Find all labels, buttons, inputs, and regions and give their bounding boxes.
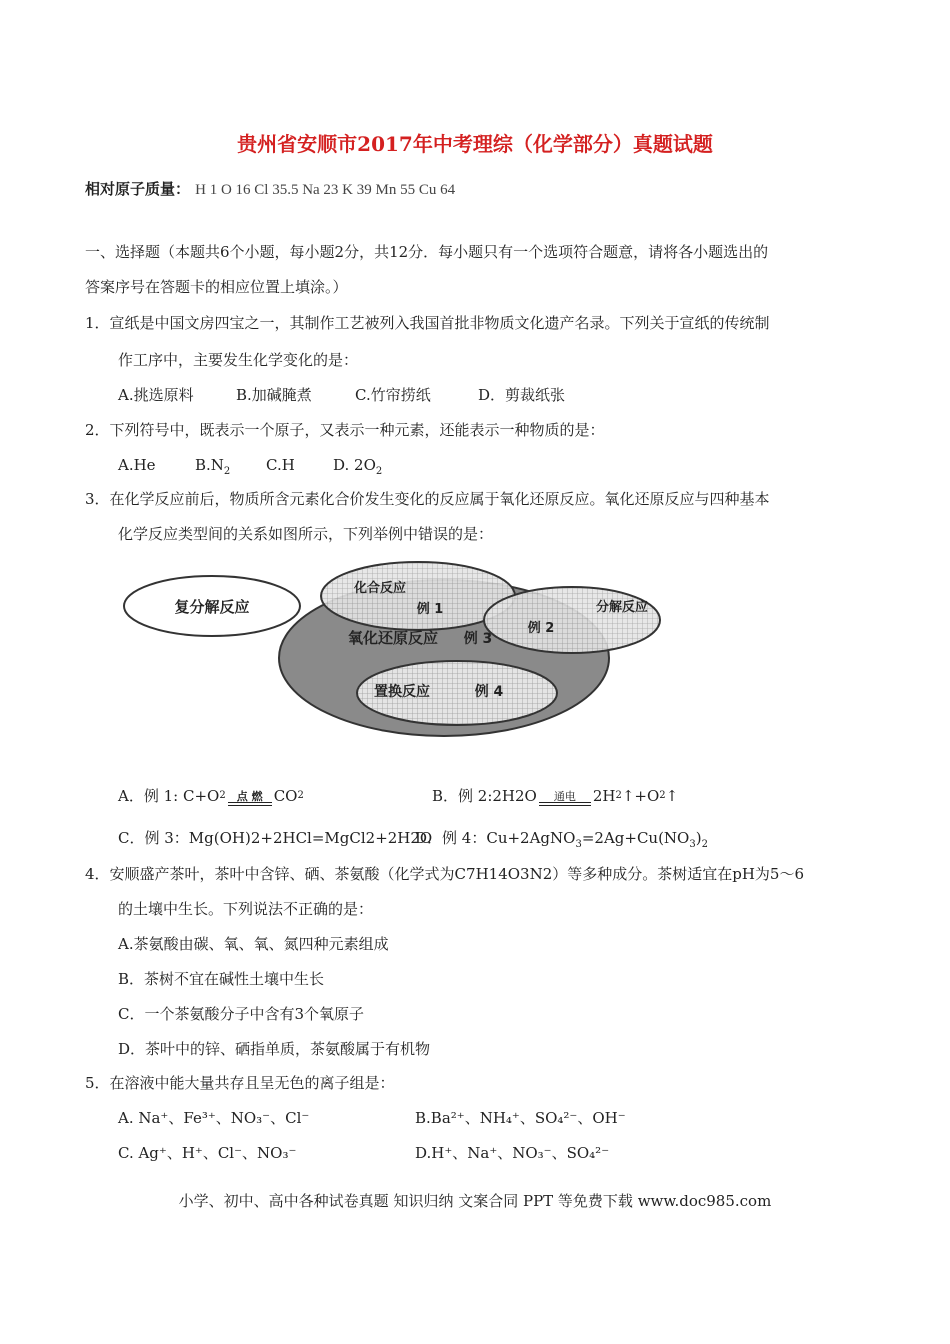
combination-label: 化合反应 <box>353 581 407 596</box>
q5-option-a: A. Na⁺、Fe³⁺、NO₃⁻、Cl⁻ <box>118 1109 310 1127</box>
redox-label: 氧化还原反应 <box>347 629 439 647</box>
q3-option-a-product: CO <box>273 787 298 805</box>
q4-option-c: C．一个茶氨酸分子中含有3个氧原子 <box>118 1005 365 1023</box>
q3-option-d-s2: 3 <box>689 839 696 850</box>
q4-line2: 的土壤中生长。下列说法不正确的是： <box>118 900 374 918</box>
atomic-mass-values: H 1 O 16 Cl 35.5 Na 23 K 39 Mn 55 Cu 64 <box>195 182 456 198</box>
q5-option-b: B.Ba²⁺、NH₄⁺、SO₄²⁻、OH⁻ <box>415 1109 626 1127</box>
q2-line1: 2．下列符号中，既表示一个原子，又表示一种元素，还能表示一种物质的是： <box>85 421 605 439</box>
q3-option-b-condition <box>539 791 591 806</box>
section1-line1: 一、选择题（本题共6个小题，每小题2分，共12分．每小题只有一个选项符合题意，请将各小题选出的 <box>85 243 769 261</box>
atomic-mass-label: 相对原子质量： <box>85 180 191 198</box>
q3-option-a-sub1: 2 <box>219 790 226 801</box>
q2-option-a: A.He <box>118 456 156 474</box>
q2-option-d <box>333 455 382 482</box>
q1-option-a: A.挑选原料 <box>118 386 194 404</box>
example-1-label: 例 1 <box>416 602 444 617</box>
q3-option-b-s2: 2 <box>659 790 666 801</box>
q3-option-d-s1: 3 <box>575 839 582 850</box>
q5-option-d: D.H⁺、Na⁺、NO₃⁻、SO₄²⁻ <box>415 1144 610 1162</box>
decomposition-ellipse <box>484 587 660 653</box>
example-3-label: 例 3 <box>463 631 493 647</box>
q3-option-a <box>118 770 304 806</box>
q2-option-c: C.H <box>266 456 295 474</box>
q4-option-a: A.茶氨酸由碳、氧、氧、氮四种元素组成 <box>118 935 389 953</box>
q4-option-d: D．茶叶中的锌、硒指单质，茶氨酸属于有机物 <box>118 1040 431 1058</box>
page-title: 贵州省安顺市2017年中考理综（化学部分）真题试题 <box>237 132 713 156</box>
q3-option-a-cond-text: 点 燃 <box>236 790 263 803</box>
q1-option-c: C.竹帘捞纸 <box>355 386 431 404</box>
q2-option-d-text: D. 2O <box>333 456 376 474</box>
reaction-type-diagram <box>112 558 702 758</box>
q3-option-a-prefix: A．例 1: C+O <box>118 787 220 805</box>
q3-option-b-p3: ↑ <box>665 787 679 805</box>
q3-option-b-p1: 2H <box>592 787 616 805</box>
q2-option-b <box>195 455 230 482</box>
footer-banner[interactable]: 小学、初中、高中各种试卷真题 知识归纳 文案合同 PPT 等免费下载 www.doc985.com <box>178 1192 772 1210</box>
q3-option-a-sub2: 2 <box>297 790 304 801</box>
q2-option-b-sub: 2 <box>223 466 231 477</box>
q3-option-b-p2: ↑+O <box>621 787 660 805</box>
q3-line1: 3．在化学反应前后，物质所含元素化合价发生变化的反应属于氧化还原反应。氧化还原反应与四种基本 <box>85 490 770 508</box>
q5-line1: 5．在溶液中能大量共存且呈无色的离子组是： <box>85 1074 395 1092</box>
section1-line2: 答案序号在答题卡的相应位置上填涂。） <box>85 278 348 296</box>
q4-line1: 4．安顺盛产茶叶，茶叶中含锌、硒、茶氨酸（化学式为C7H14O3N2）等多种成分。茶树适宜在pH为5～6 <box>85 865 805 883</box>
q3-line2: 化学反应类型间的关系如图所示，下列举例中错误的是： <box>118 525 494 543</box>
q2-option-d-sub: 2 <box>375 466 383 477</box>
q3-option-d-text: D．例 4：Cu+2AgNO <box>415 829 576 847</box>
example-2-label: 例 2 <box>527 621 555 636</box>
q3-option-b-prefix: B．例 2:2H2O <box>432 787 537 805</box>
q1-option-d: D．剪裁纸张 <box>478 386 566 404</box>
q3-option-d-t2: =2Ag+Cu(NO <box>581 829 690 847</box>
q3-option-d <box>415 828 708 855</box>
q3-option-b <box>432 770 678 806</box>
q2-option-b-text: B.N <box>195 456 224 474</box>
q5-option-c: C. Ag⁺、H⁺、Cl⁻、NO₃⁻ <box>118 1144 297 1162</box>
substitution-label: 置换反应 <box>374 684 430 700</box>
q1-line1: 1．宣纸是中国文房四宝之一，其制作工艺被列入我国首批非物质文化遗产名录。下列关于宣纸的传统制 <box>85 314 770 332</box>
q3-option-b-cond-text: 通电 <box>553 790 576 803</box>
double-decomposition-label: 复分解反应 <box>174 598 250 616</box>
q3-option-b-s1: 2 <box>615 790 622 801</box>
q3-option-d-t3: ) <box>695 829 702 847</box>
atomic-mass-line <box>85 178 455 199</box>
example-4-label: 例 4 <box>474 684 504 700</box>
q4-option-b: B．茶树不宜在碱性土壤中生长 <box>118 970 325 988</box>
q3-option-a-condition <box>228 791 272 806</box>
q1-option-b: B.加碱腌煮 <box>236 386 312 404</box>
q1-line2: 作工序中，主要发生化学变化的是： <box>118 351 359 369</box>
q3-option-c: C．例 3：Mg(OH)2+2HCl=MgCl2+2H2O <box>118 829 433 847</box>
q3-option-d-s3: 2 <box>701 839 708 850</box>
decomposition-label: 分解反应 <box>595 600 649 615</box>
